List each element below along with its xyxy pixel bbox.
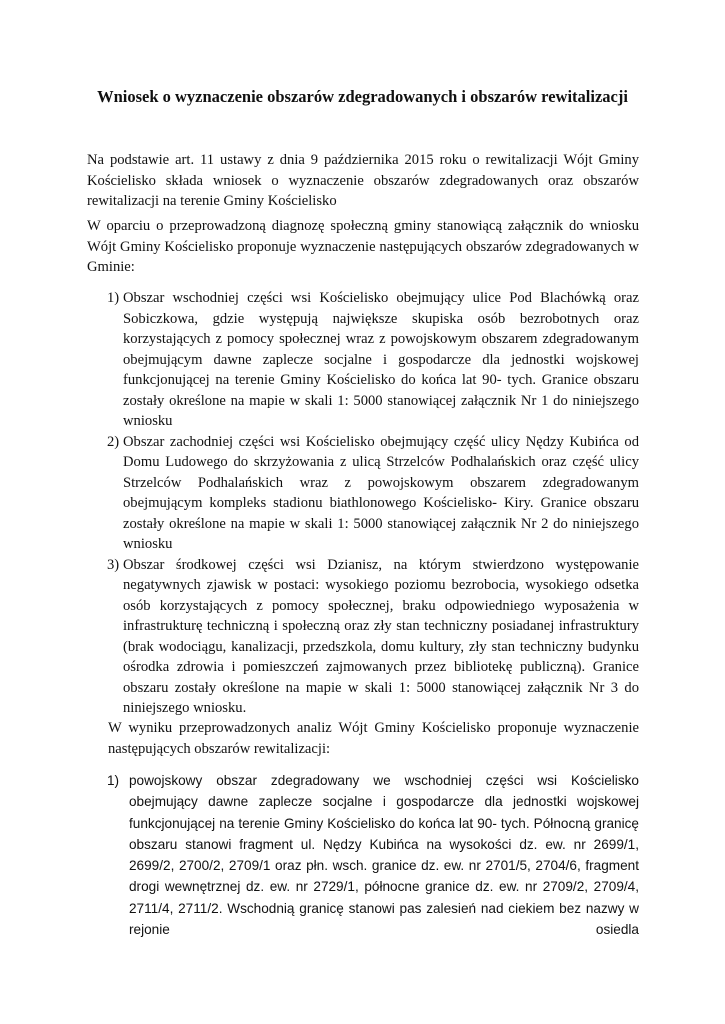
revitalization-areas-list [87,770,639,940]
intro-paragraph: Na podstawie art. 11 ustawy z dnia 9 października 2015 roku o rewitalizacji Wójt Gminy Kościelisko składa wniosek o wyznaczenie obszarów zdegradowanych oraz obszarów rewitalizacji na terenie Gminy Kościelisko [87,152,639,209]
degraded-areas-list [87,288,639,719]
list-item-text: Obszar zachodniej części wsi Kościelisko obejmujący część ulicy Nędzy Kubińca od Domu Ludowego do skrzyżowania z ulicą Strzelców Podhalańskich oraz część ulicy Strzelców Podhalańskich wraz z powojskowym obszarem zdegradowanym obejmującym kompleks stadionu biathlonowego Kościelisko- Kiry. Granice obszaru zostały określone na mapie w skali 1: 5000 stanowiącej załącznik Nr 2 do niniejszego wniosku [123,433,639,552]
list-item-number: 1) [107,773,120,788]
list-item [87,770,639,940]
list-item-number: 3) [107,556,120,573]
list-item-text: Obszar środkowej części wsi Dzianisz, na którym stwierdzono występowanie negatywnych zjawisk w postaci: wysokiego poziomu bezrobocia, wysokiego odsetka osób korzystających z pomocy społecznej, braku odpowiedniego wyposażenia w infrastrukturę techniczną i społeczną oraz zły stan techniczny posiadanej infrastruktury (brak wodociągu, kanalizacji, przedszkola, domu kultury, zły stan techniczny budynku ośrodka zdrowia i pomieszczeń zajmowanych przez bibliotekę publiczną). Granice obszaru zostały określone na mapie w skali 1: 5000 stanowiącej załącznik Nr 3 do niniejszego wniosku. [123,556,639,716]
list-item-text: Obszar wschodniej części wsi Kościelisko obejmujący ulice Pod Blachówką oraz Sobiczkowa, gdzie występują największe skupiska osób bezrobotnych oraz korzystających z pomocy społecznej wraz z powojskowym obszarem zdegradowanym obejmującym dawne zaplecze socjalne i gospodarcze dla jednostki wojskowej funkcjonującej na terenie Gminy Kościelisko do końca lat 90- tych. Granice obszaru zostały określone na mapie w skali 1: 5000 stanowiącej załącznik Nr 1 do niniejszego wniosku [123,290,639,429]
list-item-number: 2) [107,433,120,450]
diagnosis-paragraph: W oparciu o przeprowadzoną diagnozę społeczną gminy stanowiącą załącznik do wniosku Wójt Gminy Kościelisko proponuje wyznaczenie następujących obszarów zdegradowanych w Gminie: [87,218,639,275]
list-item [87,555,639,719]
document-title: Wniosek o wyznaczenie obszarów zdegradowanych i obszarów rewitalizacji [97,87,628,106]
list-item-text: powojskowy obszar zdegradowany we wschodniej części wsi Kościelisko obejmujący dawne zaplecze socjalne i gospodarcze dla jednostki wojskowej funkcjonującej na terenie Gminy Kościelisko do końca lat 90- tych. Północną granicę obszaru stanowi fragment ul. Nędzy Kubińca na wysokości dz. ew. nr 2699/1, 2699/2, 2700/2, 2709/1 oraz płn. wsch. granice dz. ew. nr 2701/5, 2704/6, fragment drogi wewnętrznej dz. ew. nr 2729/1, północne granice dz. ew. nr 2709/2, 2709/4, 2711/4, 2711/2. Wschodnią granicę stanowi pas zalesień nad ciekiem bez nazwy w rejonie osiedla [129,773,639,938]
list-item [87,288,639,432]
analysis-paragraph: W wyniku przeprowadzonych analiz Wójt Gminy Kościelisko proponuje wyznaczenie następujących obszarów rewitalizacji: [108,720,639,757]
list-item [87,432,639,555]
list-item-number: 1) [107,290,120,306]
